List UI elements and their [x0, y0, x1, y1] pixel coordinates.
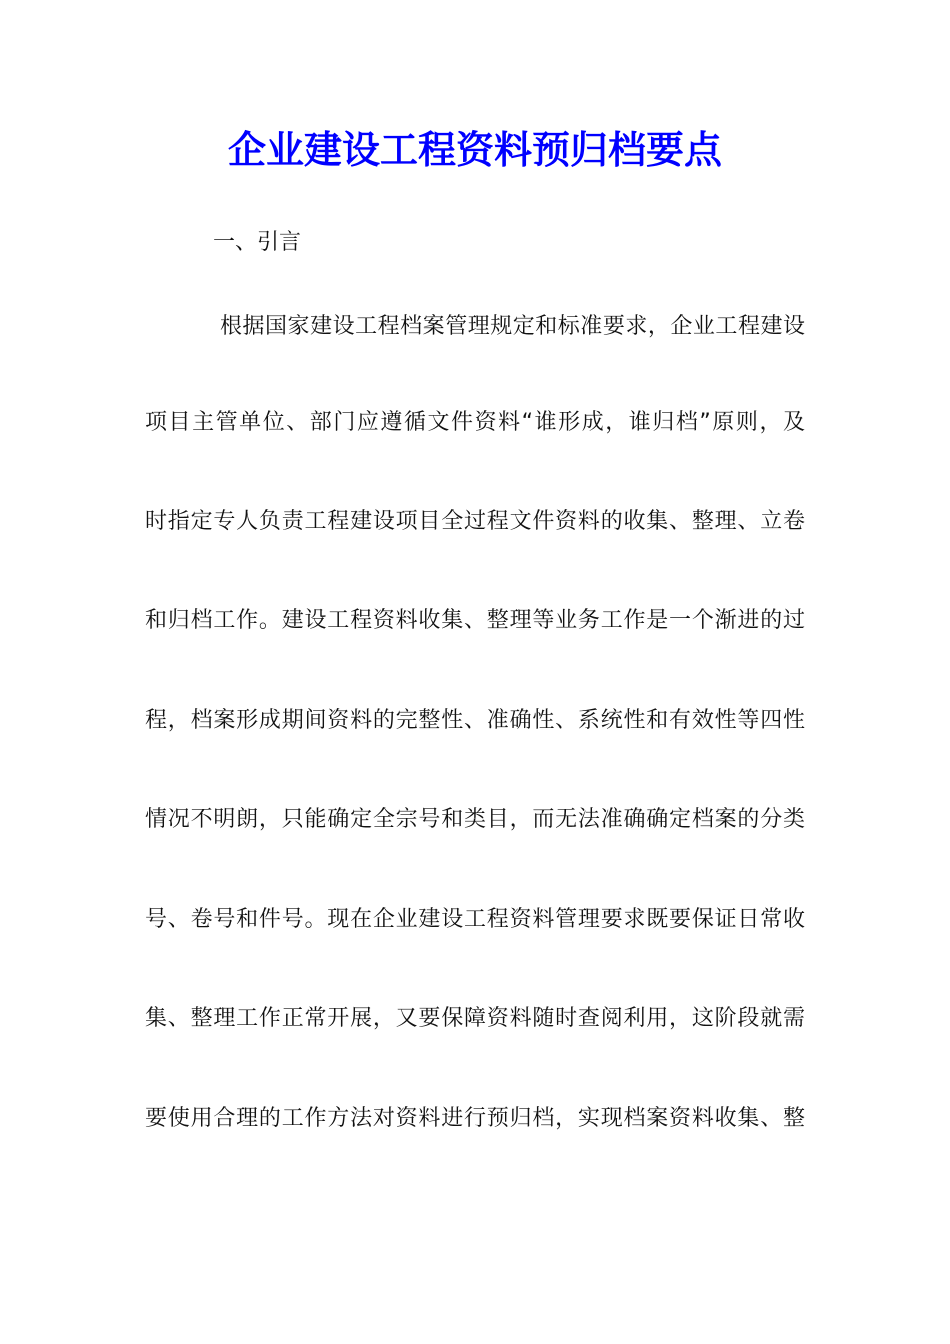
section-heading: 一、引言 — [213, 230, 302, 255]
paragraph-line: 情况不明朗，只能确定全宗号和类目，而无法准确确定档案的分类 — [145, 807, 805, 832]
paragraph-line: 程，档案形成期间资料的完整性、准确性、系统性和有效性等四性 — [145, 708, 805, 733]
document-title: 企业建设工程资料预归档要点 — [227, 127, 722, 172]
paragraph-line: 要使用合理的工作方法对资料进行预归档，实现档案资料收集、整 — [145, 1106, 805, 1131]
paragraph-line: 和归档工作。建设工程资料收集、整理等业务工作是一个渐进的过 — [145, 608, 805, 633]
paragraph-line: 集、整理工作正常开展，又要保障资料随时查阅利用，这阶段就需 — [145, 1006, 805, 1031]
paragraph-line: 项目主管单位、部门应遵循文件资料“谁形成，谁归档”原则，及 — [145, 410, 805, 435]
paragraph-line: 根据国家建设工程档案管理规定和标准要求，企业工程建设 — [220, 314, 805, 339]
paragraph-line: 时指定专人负责工程建设项目全过程文件资料的收集、整理、立卷 — [145, 509, 805, 534]
paragraph-line: 号、卷号和件号。现在企业建设工程资料管理要求既要保证日常收 — [145, 907, 805, 932]
